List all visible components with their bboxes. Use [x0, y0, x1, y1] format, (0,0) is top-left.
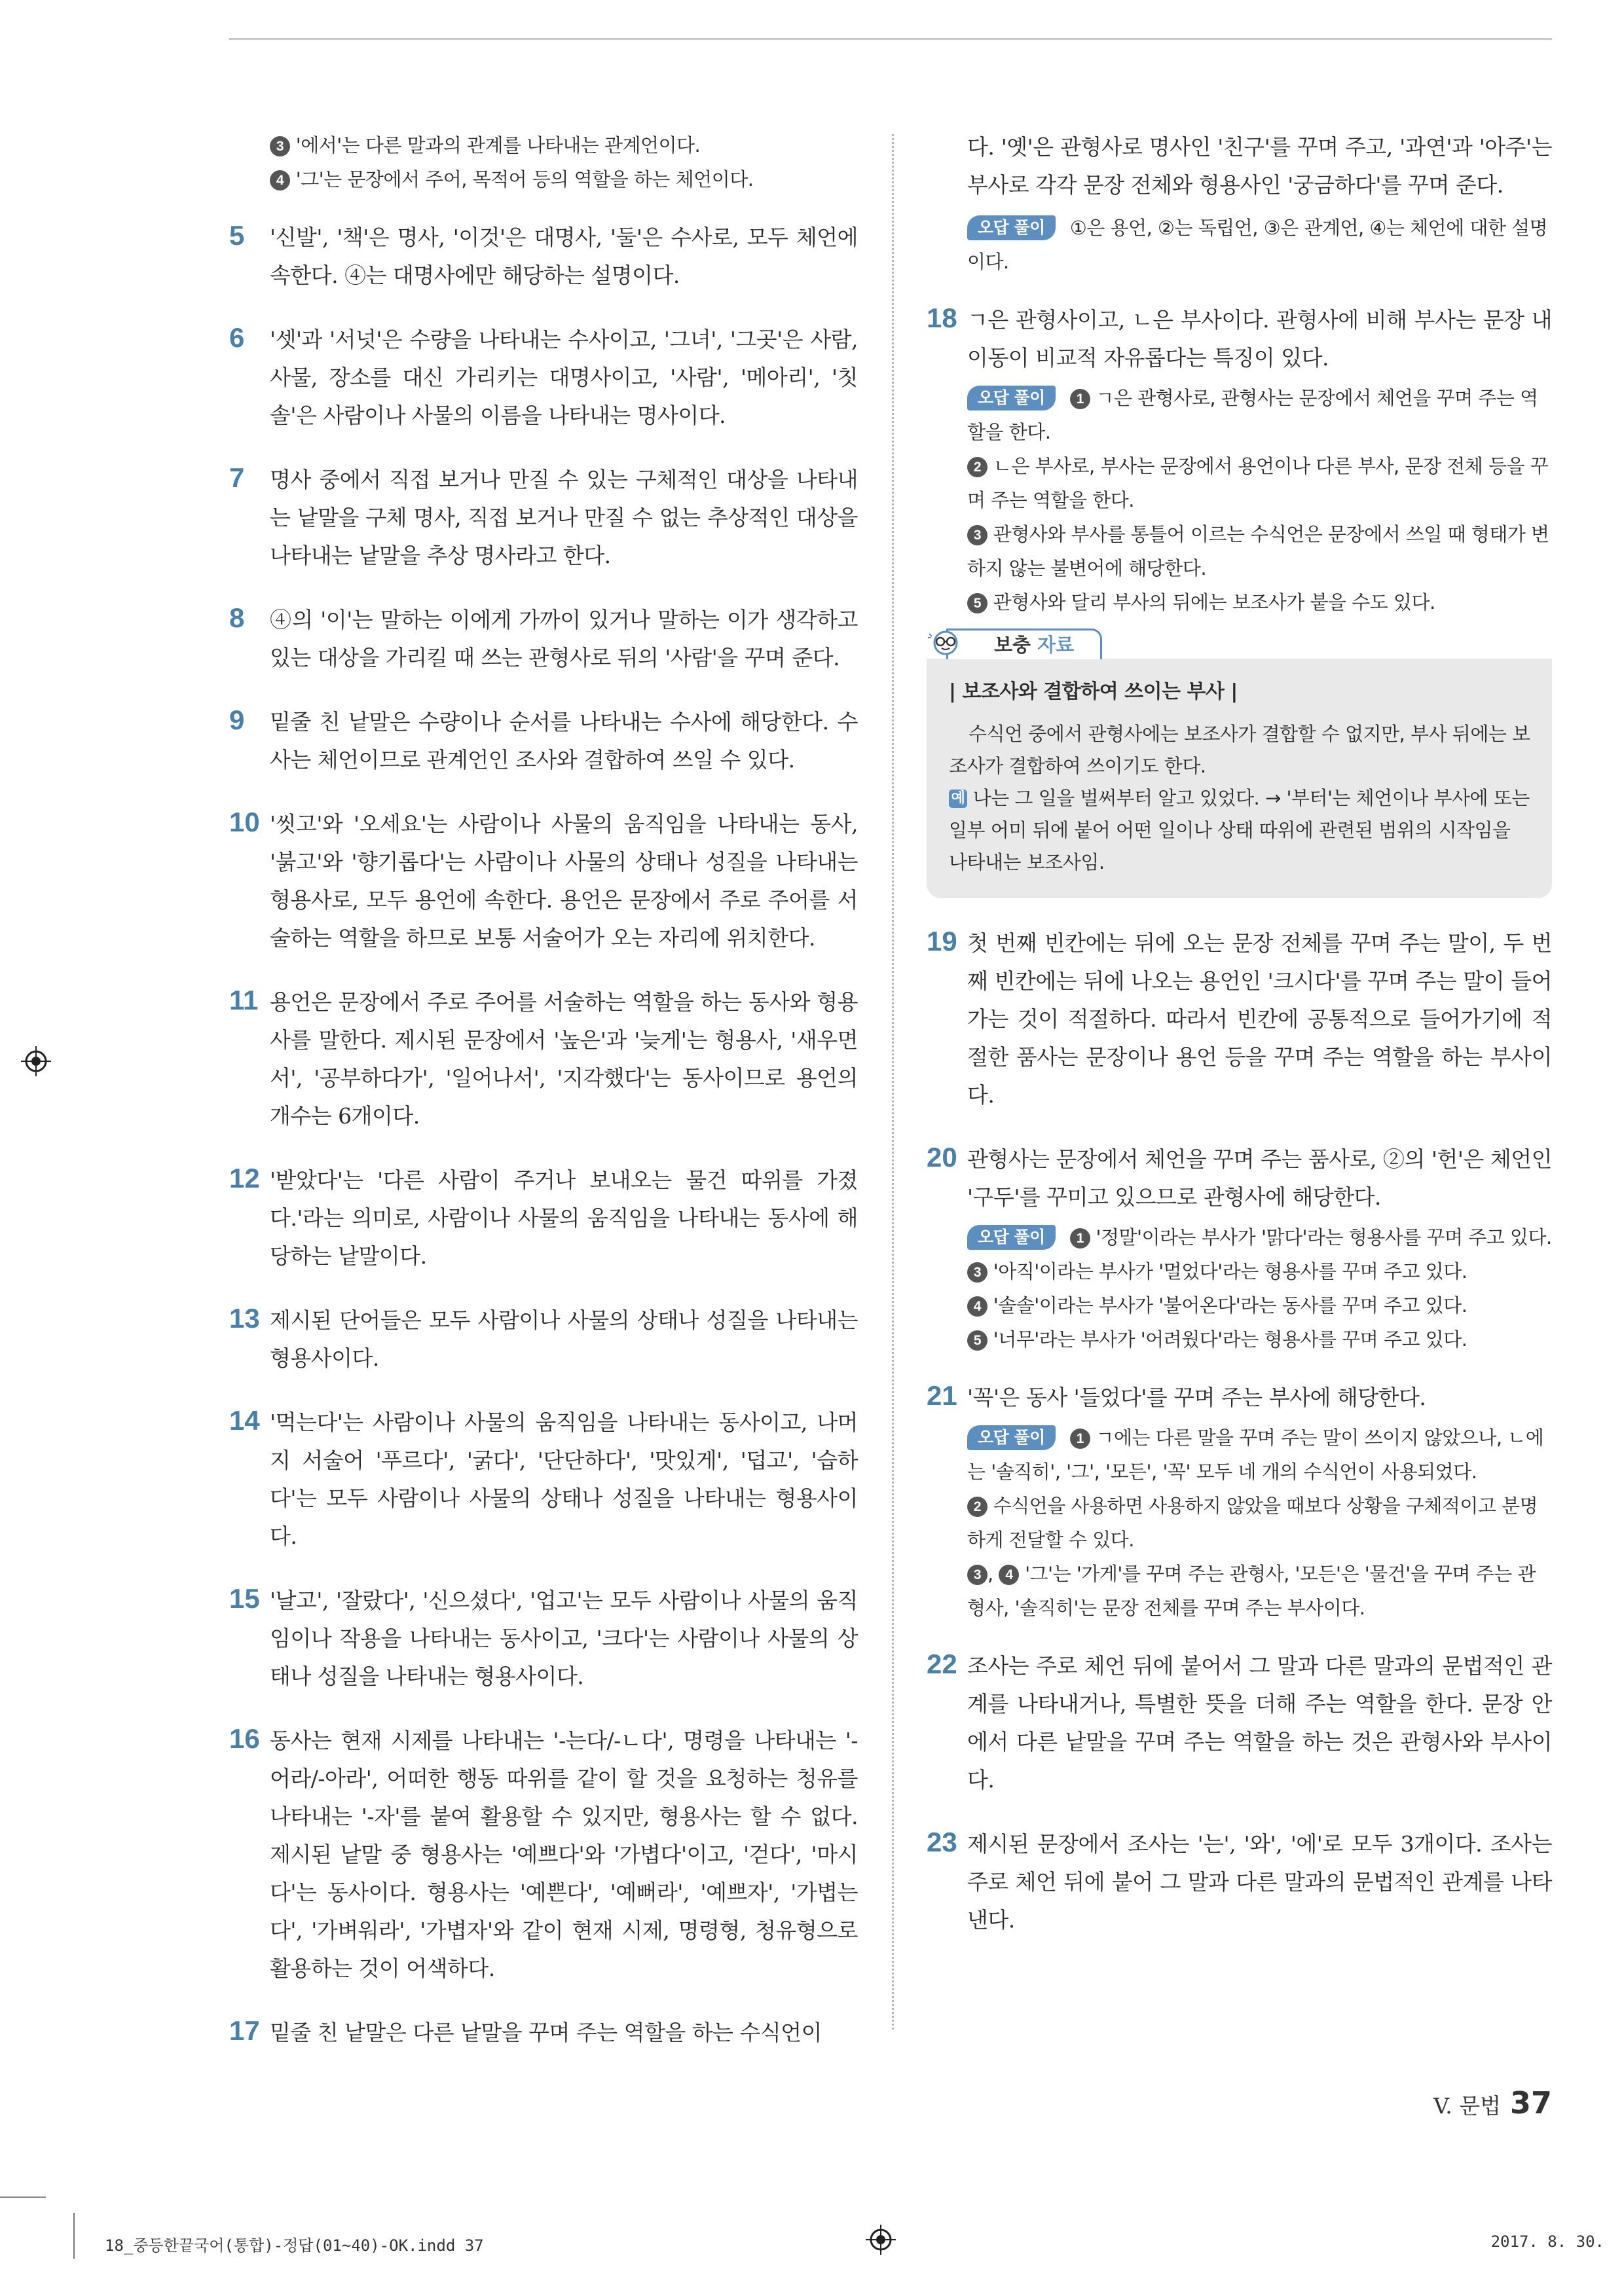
item-number: 19 [927, 926, 957, 957]
item-number: 18 [927, 302, 957, 333]
bochung-tab-label: 보충 [994, 634, 1031, 656]
circled-number-icon: 4 [967, 1296, 987, 1317]
item-text: '꼭'은 동사 '들었다'를 꾸며 주는 부사에 해당한다. [967, 1385, 1426, 1410]
oda-text: ①은 용언, ②는 독립언, ③은 관계언, ④는 체언에 대한 설명이다. [967, 217, 1548, 273]
page-number: 37 [1509, 2085, 1552, 2121]
oda-line-text: ㄱ에는 다른 말을 꾸며 주는 말이 쓰이지 않았으나, ㄴ에는 '솔직히', '그', '모든', '꼭' 모두 네 개의 수식언이 사용되었다. [967, 1427, 1544, 1483]
item-text: 첫 번째 빈칸에는 뒤에 오는 문장 전체를 꾸며 주는 말이, 두 번째 빈칸에는 뒤에 나오는 용언인 '크시다'를 꾸며 주는 말이 들어가는 것이 적절하다. 따라서 빈칸에 공통적으로 들어가기에 적절한 품사는 문장이나 용언 등을 꾸며 주는 역할을 하는 부사이다. [967, 930, 1552, 1108]
oda-block-17 [967, 211, 1552, 279]
item-number: 6 [229, 322, 245, 353]
answer-item-13 [229, 1302, 858, 1377]
file-date: 2017. 8. 30. [1490, 2232, 1604, 2251]
example-badge: 예 [949, 790, 967, 808]
item-number: 17 [229, 2015, 260, 2046]
oda-badge: 오답 풀이 [967, 1425, 1056, 1450]
answer-item-12 [229, 1161, 858, 1275]
circled-number-icon: 3 [270, 136, 290, 156]
oda-line [967, 1254, 1552, 1288]
oda-block-21 [967, 1421, 1552, 1625]
oda-line-text: '너무'라는 부사가 '어려웠다'라는 형용사를 꾸며 주고 있다. [987, 1328, 1467, 1351]
item-number: 12 [229, 1163, 260, 1194]
answer-item-22 [927, 1647, 1552, 1799]
bochung-body [949, 718, 1532, 782]
oda-block-20 [967, 1220, 1552, 1357]
answer-item-7 [229, 461, 858, 575]
header-rule [229, 38, 1552, 40]
glasses-mascot-icon [927, 630, 965, 655]
left-column [229, 128, 858, 2052]
item-number: 20 [927, 1142, 957, 1173]
item-number: 7 [229, 462, 245, 493]
answer-item-16 [229, 1722, 858, 1988]
circled-number-icon: 2 [967, 1497, 987, 1517]
oda-line-text: '그'는 문장에서 주어, 목적어 등의 역할을 하는 체언이다. [290, 168, 754, 191]
bochung-example [949, 782, 1532, 879]
bochung-tab-accent: 자료 [1037, 634, 1075, 656]
column-divider [892, 134, 894, 2030]
oda-badge: 오답 풀이 [967, 386, 1056, 410]
oda-line [967, 1220, 1552, 1254]
page-footer [1433, 2085, 1552, 2121]
item-text: '신발', '책'은 명사, '이것'은 대명사, '둘'은 수사로, 모두 체언에 속한다. ④는 대명사에만 해당하는 설명이다. [270, 225, 858, 288]
circled-number-icon: 2 [967, 457, 987, 477]
circled-number-icon: 1 [1070, 389, 1090, 409]
item-number: 11 [229, 985, 259, 1015]
oda-line [967, 1421, 1552, 1489]
item-text: ④의 '이'는 말하는 이에게 가까이 있거나 말하는 이가 생각하고 있는 대상을 가리킬 때 쓰는 관형사로 뒤의 '사람'을 꾸며 준다. [270, 607, 858, 670]
oda-line [967, 1322, 1552, 1357]
circled-number-icon: 3 [967, 525, 987, 545]
oda-line [967, 1489, 1552, 1557]
oda-line-text: 관형사와 달리 부사의 뒤에는 보조사가 붙을 수도 있다. [987, 591, 1435, 613]
item-text: 용언은 문장에서 주로 주어를 서술하는 역할을 하는 동사와 형용사를 말한다. 제시된 문장에서 '높은'과 '늦게'는 형용사, '새우면서', '공부하다가', '일어나서', '지각했다'는 동사이므로 용언의 개수는 6개이다. [270, 989, 858, 1129]
item-text: '받았다'는 '다른 사람이 주거나 보내오는 물건 따위를 가졌다.'라는 의미로, 사람이나 사물의 움직임을 나타내는 동사에 해당하는 낱말이다. [270, 1167, 858, 1269]
answer-item-15 [229, 1582, 858, 1696]
oda-line [967, 517, 1552, 585]
oda-line [967, 1288, 1552, 1322]
bochung-tab [946, 629, 1102, 659]
circled-number-icon: 1 [1070, 1228, 1090, 1248]
item-text: 밑줄 친 낱말은 다른 낱말을 꾸며 주는 역할을 하는 수식언이 [270, 2020, 822, 2045]
item-text: '날고', '잘랐다', '신으셨다', '업고'는 모두 사람이나 사물의 움직임이나 작용을 나타내는 동사이고, '크다'는 사람이나 사물의 상태나 성질을 나타내는 형용사이다. [270, 1588, 858, 1689]
item-number: 9 [229, 704, 245, 735]
item-text: 동사는 현재 시제를 나타내는 '-는다/-ㄴ다', 명령을 나타내는 '-어라/-아라', 어떠한 행동 따위를 같이 할 것을 요청하는 청유를 나타내는 '-자'를 붙여 활용할 수 있지만, 형용사는 할 수 없다. 제시된 낱말 중 형용사는 '예쁘다'와 '가볍다'이고, '걷다', '마시다'는 동사이다. 형용사는 '예쁜다', '예뻐라', '예쁘자', '가볍는다', '가벼워라', '가볍자'와 같이 현재 시제, 명령형, 청유형으로 활용하는 것이 어색하다. [270, 1728, 858, 1981]
oda-line-text: '솔솔'이라는 부사가 '불어온다'라는 동사를 꾸며 주고 있다. [987, 1294, 1467, 1317]
answer-item-5 [229, 219, 858, 295]
answer-item-17 [229, 2014, 858, 2052]
crop-mark [0, 2196, 46, 2198]
answer-item-9 [229, 703, 858, 779]
oda-badge: 오답 풀이 [967, 215, 1056, 240]
oda-line [967, 449, 1552, 517]
item-number: 21 [927, 1380, 957, 1411]
oda-line-text: ㄱ은 관형사로, 관형사는 문장에서 체언을 꾸며 주는 역할을 한다. [967, 387, 1538, 443]
item-text: 관형사는 문장에서 체언을 꾸며 주는 품사로, ②의 '헌'은 체언인 '구두'를 꾸미고 있으므로 관형사에 해당한다. [967, 1146, 1552, 1210]
item-text: '씻고'와 '오세요'는 사람이나 사물의 움직임을 나타내는 동사, '붉고'와 '향기롭다'는 사람이나 사물의 상태나 성질을 나타내는 형용사로, 모두 용언에 속한다. 용언은 문장에서 주로 주어를 서술하는 역할을 하므로 보통 서술어가 오는 자리에 위치한다. [270, 811, 858, 951]
item-number: 23 [927, 1827, 957, 1857]
oda-line-text: ㄴ은 부사로, 부사는 문장에서 용언이나 다른 부사, 문장 전체 등을 꾸며 주는 역할을 한다. [967, 455, 1549, 511]
item-text: 제시된 문장에서 조사는 '는', '와', '에'로 모두 3개이다. 조사는 주로 체언 뒤에 붙어 그 말과 다른 말과의 문법적인 관계를 나타낸다. [967, 1831, 1552, 1933]
oda-line-text: '그'는 '가게'를 꾸며 주는 관형사, '모든'은 '물건'을 꾸며 주는 관형사, '솔직히'는 문장 전체를 꾸며 주는 부사이다. [967, 1563, 1536, 1619]
item-text: '셋'과 '서넛'은 수량을 나타내는 수사이고, '그녀', '그곳'은 사람, 사물, 장소를 대신 가리키는 대명사이고, '사람', '메아리', '칫솔'은 사람이나 사물의 이름을 나타내는 명사이다. [270, 327, 858, 428]
circled-number-icon: 4 [999, 1565, 1019, 1585]
item-text: '먹는다'는 사람이나 사물의 움직임을 나타내는 동사이고, 나머지 서술어 '푸르다', '굵다', '단단하다', '맛있게', '덥고', '습하다'는 모두 사람이나 사물의 상태나 성질을 나타내는 형용사이다. [270, 1410, 858, 1549]
answer-item-6 [229, 321, 858, 435]
item-number: 22 [927, 1649, 957, 1679]
oda-badge: 오답 풀이 [967, 1225, 1056, 1250]
item-number: 13 [229, 1303, 260, 1334]
file-info: 18_중등한끝국어(통합)-정답(01~40)-OK.indd 37 [105, 2236, 484, 2255]
right-column [927, 128, 1552, 1965]
circled-number-icon: 3 [967, 1565, 987, 1585]
item-number: 5 [229, 220, 245, 251]
answer-item-8 [229, 601, 858, 677]
oda-line: 3 , 4 '그'는 '가게'를 꾸며 주는 관형사, '모든'은 '물건'을 꾸며 주는 관형사, '솔직히'는 문장 전체를 꾸며 주는 부사이다. [967, 1563, 1536, 1619]
item-number: 8 [229, 602, 245, 633]
registration-mark-icon [21, 1046, 51, 1076]
section-label: V. 문법 [1433, 2093, 1501, 2119]
item-text: 다. '옛'은 관형사로 명사인 '친구'를 꾸며 주고, '과연'과 '아주'는 부사로 각각 문장 전체와 형용사인 '궁금하다'를 꾸며 준다. [967, 134, 1552, 198]
circled-number-icon: 4 [270, 170, 290, 191]
item-text: 명사 중에서 직접 보거나 만질 수 있는 구체적인 대상을 나타내는 낱말을 구체 명사, 직접 보거나 만질 수 없는 추상적인 대상을 나타내는 낱말을 추상 명사라고 한다. [270, 467, 858, 568]
oda-line-text: 관형사와 부사를 통틀어 이르는 수식언은 문장에서 쓰일 때 형태가 변하지 않는 불변어에 해당한다. [967, 523, 1549, 579]
bochung-example-text: 나는 그 일을 벌써부터 알고 있었다. → '부터'는 체언이나 부사에 또는 일부 어미 뒤에 붙어 어떤 일이나 상태 따위에 관련된 범위의 시작임을 나타내는 보조사임. [949, 787, 1530, 873]
item-text: ㄱ은 관형사이고, ㄴ은 부사이다. 관형사에 비해 부사는 문장 내 이동이 비교적 자유롭다는 특징이 있다. [967, 307, 1552, 371]
oda-line-text: '에서'는 다른 말과의 관계를 나타내는 관계언이다. [290, 134, 701, 156]
oda-line [229, 162, 858, 196]
answer-4-continuation [229, 128, 858, 196]
item-number: 15 [229, 1583, 260, 1614]
item-text: 제시된 단어들은 모두 사람이나 사물의 상태나 성질을 나타내는 형용사이다. [270, 1307, 858, 1371]
bochung-title: | 보조사와 결합하여 쓰이는 부사 | [949, 680, 1238, 703]
bochung-header [927, 629, 1552, 659]
answer-item-10 [229, 805, 858, 957]
answer-item-11 [229, 983, 858, 1135]
circled-number-icon: 1 [1070, 1429, 1090, 1449]
answer-item-20 [927, 1140, 1552, 1216]
answer-item-19 [927, 924, 1552, 1114]
answer-item-21 [927, 1379, 1552, 1417]
item-number: 10 [229, 807, 260, 837]
bochung-box [927, 659, 1552, 898]
circled-number-icon: 5 [967, 593, 987, 613]
answer-item-23 [927, 1825, 1552, 1939]
item-number: 14 [229, 1405, 260, 1436]
answer-item-18 [927, 301, 1552, 377]
circled-number-icon: 3 [967, 1262, 987, 1283]
circled-number-icon: 5 [967, 1330, 987, 1351]
item-text: 밑줄 친 낱말은 수량이나 순서를 나타내는 수사에 해당한다. 수사는 체언이므로 관계언인 조사와 결합하여 쓰일 수 있다. [270, 709, 858, 773]
oda-line [229, 128, 858, 162]
oda-line [967, 585, 1552, 619]
item-number: 16 [229, 1723, 260, 1754]
oda-block-18 [967, 381, 1552, 619]
crop-mark [73, 2213, 75, 2259]
registration-mark-icon [866, 2225, 896, 2255]
answer-item-14 [229, 1404, 858, 1556]
answer-item-17-continuation [927, 128, 1552, 204]
oda-line-text: '아직'이라는 부사가 '멀었다'라는 형용사를 꾸며 주고 있다. [987, 1260, 1467, 1283]
oda-line-text: 수식언을 사용하면 사용하지 않았을 때보다 상황을 구체적이고 분명하게 전달할 수 있다. [967, 1495, 1538, 1551]
oda-line [967, 381, 1552, 449]
bochung-body-text: 수식언 중에서 관형사에는 보조사가 결합할 수 없지만, 부사 뒤에는 보조사가 결합하여 쓰이기도 한다. [949, 723, 1530, 777]
oda-line-text: '정말'이라는 부사가 '맑다'라는 형용사를 꾸며 주고 있다. [1090, 1226, 1552, 1248]
item-text: 조사는 주로 체언 뒤에 붙어서 그 말과 다른 말과의 문법적인 관계를 나타내거나, 특별한 뜻을 더해 주는 역할을 한다. 문장 안에서 다른 낱말을 꾸며 주는 역할을 하는 것은 관형사와 부사이다. [967, 1653, 1552, 1793]
